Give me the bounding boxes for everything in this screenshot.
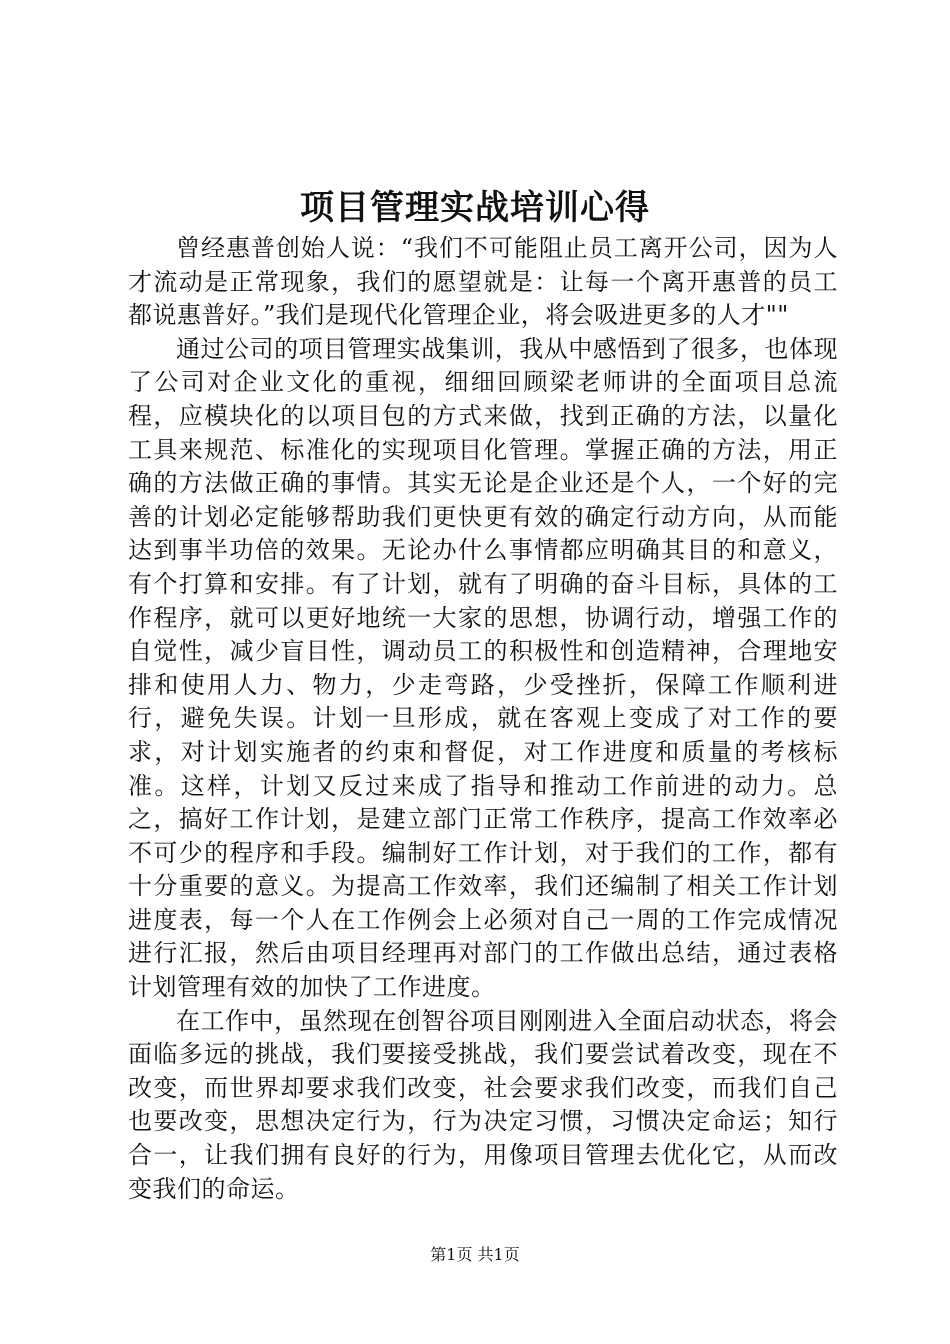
document-title: 项目管理实战培训心得 <box>300 188 650 228</box>
paragraph-1: 曾经惠普创始人说：“我们不可能阻止员工离开公司，因为人才流动是正常现象，我们的愿望就是：让每一个离开惠普的员工都说惠普好。”我们是现代化管理企业，将会吸进更多的人才"" <box>128 234 838 330</box>
paragraph-2: 通过公司的项目管理实战集训，我从中感悟到了很多，也体现了公司对企业文化的重视，细细回顾梁老师讲的全面项目总流程，应模块化的以项目包的方式来做，找到正确的方法，以量化工具来规范、标准化的实现项目化管理。掌握正确的方法，用正确的方法做正确的事情。其实无论是企业还是个人，一个好的完善的计划必定能够帮助我们更快更有效的确定行动方向，从而能达到事半功倍的效果。无论办什么事情都应明确其目的和意义，有个打算和安排。有了计划，就有了明确的奋斗目标，具体的工作程序，就可以更好地统一大家的思想，协调行动，增强工作的自觉性，减少盲目性，调动员工的积极性和创造精神，合理地安排和使用人力、物力，少走弯路，少受挫折，保障工作顺利进行，避免失误。计划一旦形成，就在客观上变成了对工作的要求，对计划实施者的约束和督促，对工作进度和质量的考核标准。这样，计划又反过来成了指导和推动工作前进的动力。总之，搞好工作计划，是建立部门正常工作秩序，提高工作效率必不可少的程序和手段。编制好工作计划，对于我们的工作，都有十分重要的意义。为提高工作效率，我们还编制了相关工作计划进度表，每一个人在工作例会上必须对自己一周的工作完成情况进行汇报，然后由项目经理再对部门的工作做出总结，通过表格计划管理有效的加快了工作进度。 <box>128 334 838 1002</box>
document-body <box>128 232 838 1206</box>
paragraph-3: 在工作中，虽然现在创智谷项目刚刚进入全面启动状态，将会面临多远的挑战，我们要接受挑战，我们要尝试着改变，现在不改变，而世界却要求我们改变，社会要求我们改变，而我们自己也要改变，思想决定行为，行为决定习惯，习惯决定命运；知行合一，让我们拥有良好的行为，用像项目管理去优化它，从而改变我们的命运。 <box>128 1006 838 1203</box>
page-footer: 第1页 共1页 <box>430 1245 520 1264</box>
